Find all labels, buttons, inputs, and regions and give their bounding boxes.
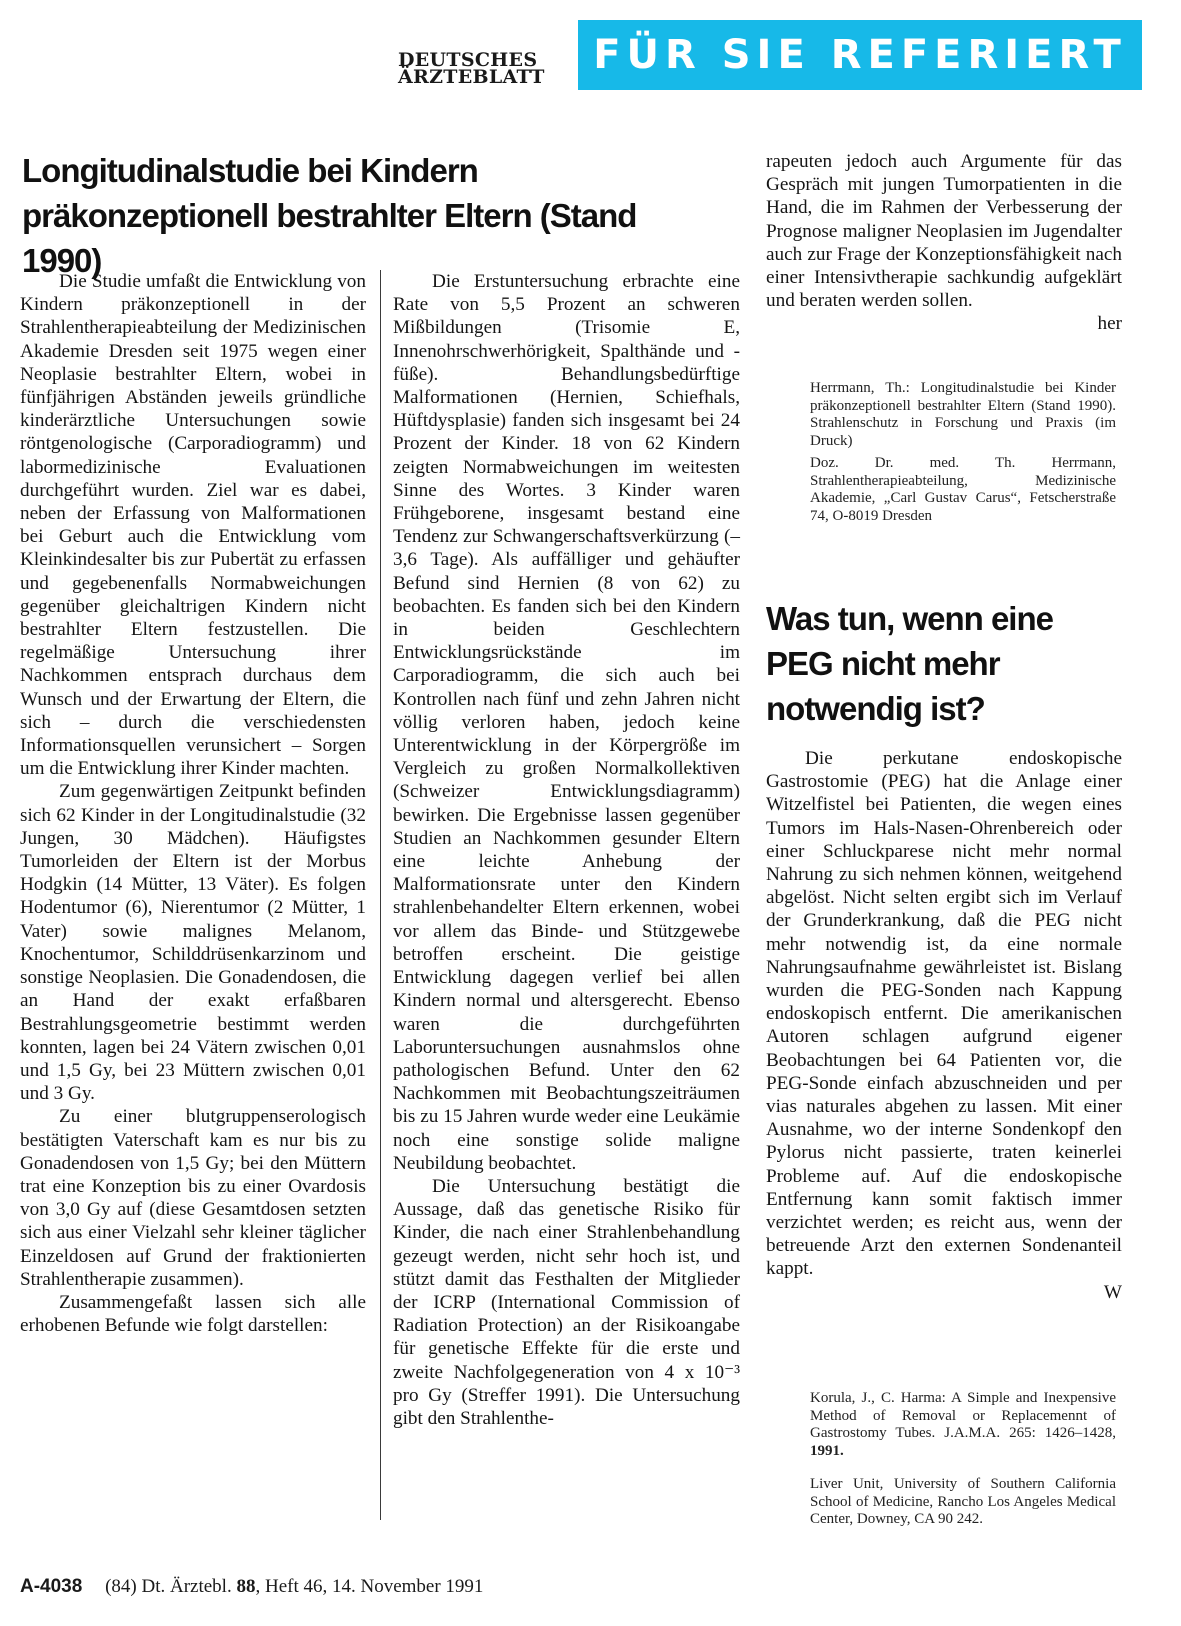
article1-paragraph: Zusammengefaßt lassen sich alle erhobenen Befunde wie folgt darstellen:: [20, 1291, 366, 1337]
article2-author-address: Liver Unit, University of Southern California School of Medicine, Rancho Los Angeles Medical Center, Downey, CA 90 242.: [810, 1476, 1116, 1528]
citation-volume: 88: [236, 1576, 256, 1597]
page-footer: [20, 1576, 483, 1598]
section-banner: FÜR SIE REFERIERT: [578, 20, 1142, 90]
article1-paragraph: Die Erstuntersuchung erbrachte eine Rate von 5,5 Prozent an schweren Mißbildungen (Trisomie E, Innenohrschwerhörigkeit, Spalthände und -füße). Behandlungsbedürftige Malformationen (Hernien, Schiefhals, Hüftdysplasie) fanden sich insgesamt bei 24 Prozent der Kinder. 18 von 62 Kindern zeigten Normabweichungen im weitesten Sinne des Wortes. 3 Kinder waren Frühgeborene, insgesamt bestand eine Tendenz zur Schwangerschaftsverkürzung (–3,6 Tage). Als auffälliger und gehäufter Befund sind Hernien (8 von 62) zu beobachten. Es fanden sich bei den Kindern in beiden Geschlechtern Entwicklungsrückstände im Carporadiogramm, die sich auch bei Kontrollen nach fünf und zehn Jahren nicht völlig verloren haben, jedoch keine Unterentwicklung in der Körpergröße im Vergleich zu großen Normalkollektiven (Schweizer Entwicklungsdiagramm) bewirken. Die Ergebnisse lassen gegenüber Studien an Nachkommen gesunder Eltern eine leichte Anhebung der Malformationsrate unter den Kindern strahlenbehandelter Eltern erkennen, wobei vor allem das Binde- und Stützgewebe betroffen erscheint. Die geistige Entwicklung dagegen verlief bei allen Kindern normal und altersgerecht. Ebenso waren die durchgeführten Laboruntersuchungen ausnahmslos ohne pathologischen Befund. Unter den 62 Nachkommen mit Beobachtungszeiträumen bis zu 15 Jahren wurde weder eine Leukämie noch eine sonstige solide maligne Neubildung beobachtet.: [393, 271, 740, 1174]
citation-pre: (84) Dt. Ärztebl.: [105, 1576, 232, 1597]
citation-post: , Heft 46, 14. November 1991: [255, 1576, 484, 1597]
article1-signature: her: [1097, 313, 1122, 335]
article1-title: Longitudinalstudie bei Kindern präkonzeptionell bestrahlter Eltern (Stand 1990): [22, 152, 637, 279]
page-id: A-4038: [20, 1576, 83, 1597]
column-divider: [380, 270, 381, 1520]
article1-paragraph: Zum gegenwärtigen Zeitpunkt befinden sich 62 Kinder in der Longitudinalstudie (32 Jungen, 30 Mädchen). Häufigstes Tumorleiden der Eltern ist der Morbus Hodgkin (14 Mütter, 13 Väter). Es folgen Hodentumor (6), Nierentumor (2 Mütter, 1 Vater) sowie malignes Melanom, Knochentumor, Schilddrüsenkarzinom und sonstige Neoplasien. Die Gonadendosen, die an Hand der exakt erfaßbaren Bestrahlungsgeometrie bestimmt werden konnten, lagen bei 24 Vätern zwischen 0,01 und 1,5 Gy, bei 23 Müttern zwischen 0,01 und 3 Gy.: [20, 781, 366, 1105]
article1-paragraph: Die Studie umfaßt die Entwicklung von Kindern präkonzeptionell in der Strahlentherapieabteilung der Medizinischen Akademie Dresden seit 1975 wegen einer Neoplasie bestrahlter Eltern, wobei in fünfjährigen Abständen jeweils gründliche kinderärztliche Untersuchungen sowie röntgenologische (Carporadiogramm) und labormedizinische Evaluationen durchgeführt wurden. Ziel war es dabei, neben der Erfassung von Malformationen bei Geburt auch die Entwicklung vom Kleinkindesalter bis zur Pubertät zu erfassen und gegebenenfalls Normabweichungen gegenüber gleichaltrigen Kindern nicht bestrahlter Eltern festzustellen. Die regelmäßige Untersuchung ihrer Nachkommen entsprach durchaus dem Wunsch und der Erwartung der Eltern, die sich – durch die verschiedensten Informationsquellen verunsichert – Sorgen um die Entwicklung ihrer Kinder machten.: [20, 271, 366, 780]
article2-body: [766, 747, 1122, 1304]
masthead-line2: ÄRZTEBLATT: [398, 66, 545, 88]
masthead-line1: DEUTSCHES: [398, 49, 538, 71]
article2-signature: W: [1103, 1281, 1122, 1303]
article2-reference: [810, 1390, 1116, 1460]
article1-reference: Herrmann, Th.: Longitudinalstudie bei Kinder präkonzeptionell bestrahlter Eltern (Stand 1990). Strahlenschutz in Forschung und Praxis (im Druck): [810, 380, 1116, 449]
article2-reference-text: Korula, J., C. Harma: A Simple and Inexpensive Method of Removal or Replacemennt of Gastrostomy Tubes. J.A.M.A. 265: 1426–1428,: [810, 1390, 1116, 1442]
article1-paragraph: Die Untersuchung bestätigt die Aussage, daß das genetische Risiko für Kinder, die nach einer Strahlenbehandlung gezeugt werden, nicht sehr hoch ist, und stützt damit das Festhalten der Mitglieder der ICRP (International Commission of Radiation Protection) an der Risikoangabe für genetische Effekte für die erste und zweite Nachfolgegeneration von 4 x 10⁻³ pro Gy (Streffer 1991). Die Untersuchung gibt den Strahlenthe-: [393, 1175, 740, 1429]
article1-column-3: [766, 150, 1122, 336]
article2-reference-year: 1991.: [810, 1442, 844, 1459]
article2-paragraph: Die perkutane endoskopische Gastrostomie (PEG) hat die Anlage einer Witzelfistel bei Patienten, die wegen eines Tumors im Hals-Nasen-Ohrenbereich oder einer Schluckparese nicht mehr normal Nahrung zu sich nehmen können, weitgehend abgelöst. Nicht selten ergibt sich im Verlauf der Grunderkrankung, daß die PEG nicht mehr notwendig ist, da eine normale Nahrungsaufnahme gewährleistet ist. Bislang wurden die PEG-Sonden nach Kappung endoskopisch entfernt. Die amerikanischen Autoren schlagen aufgrund eigener Beobachtungen bei 64 Patienten vor, die PEG-Sonde einfach abzuschneiden und per vias naturales abgehen zu lassen. Mit einer Ausnahme, wo der interne Sondenkopf den Pylorus nicht passierte, traten keinerlei Probleme auf. Auf die endoskopische Entfernung kann somit faktisch immer verzichtet werden; es reicht aus, wenn der betreuende Arzt den externen Sondenanteil kappt.: [766, 748, 1122, 1280]
article1-paragraph: rapeuten jedoch auch Argumente für das Gespräch mit jungen Tumorpatienten in die Hand, die im Rahmen der Verbesserung der Prognose maligner Neoplasien im Jugendalter auch zur Frage der Konzeptionsfähigkeit nach einer Intensivtherapie sachkundig aufgeklärt und beraten werden sollen.: [766, 151, 1122, 312]
article1-column-1: [20, 270, 366, 1337]
article2-title: Was tun, wenn eine PEG nicht mehr notwendig ist?: [766, 600, 1053, 727]
masthead-logo: [398, 49, 545, 88]
article1-paragraph: Zu einer blutgruppenserologisch bestätigten Vaterschaft kam es nur bis zu Gonadendosen von 1,5 Gy; bei den Müttern trat eine Konzeption bis zu einer Ovardosis von 3,0 Gy auf (diese Gesamtdosen setzten sich aus einer Vielzahl sehr kleiner täglicher Einzeldosen auf Grund der fraktionierten Strahlentherapie zusammen).: [20, 1106, 366, 1290]
article1-author-address: Doz. Dr. med. Th. Herrmann, Strahlentherapieabteilung, Medizinische Akademie, „Carl Gustav Carus“, Fetscherstraße 74, O-8019 Dresden: [810, 455, 1116, 524]
article1-column-2: [393, 270, 740, 1430]
